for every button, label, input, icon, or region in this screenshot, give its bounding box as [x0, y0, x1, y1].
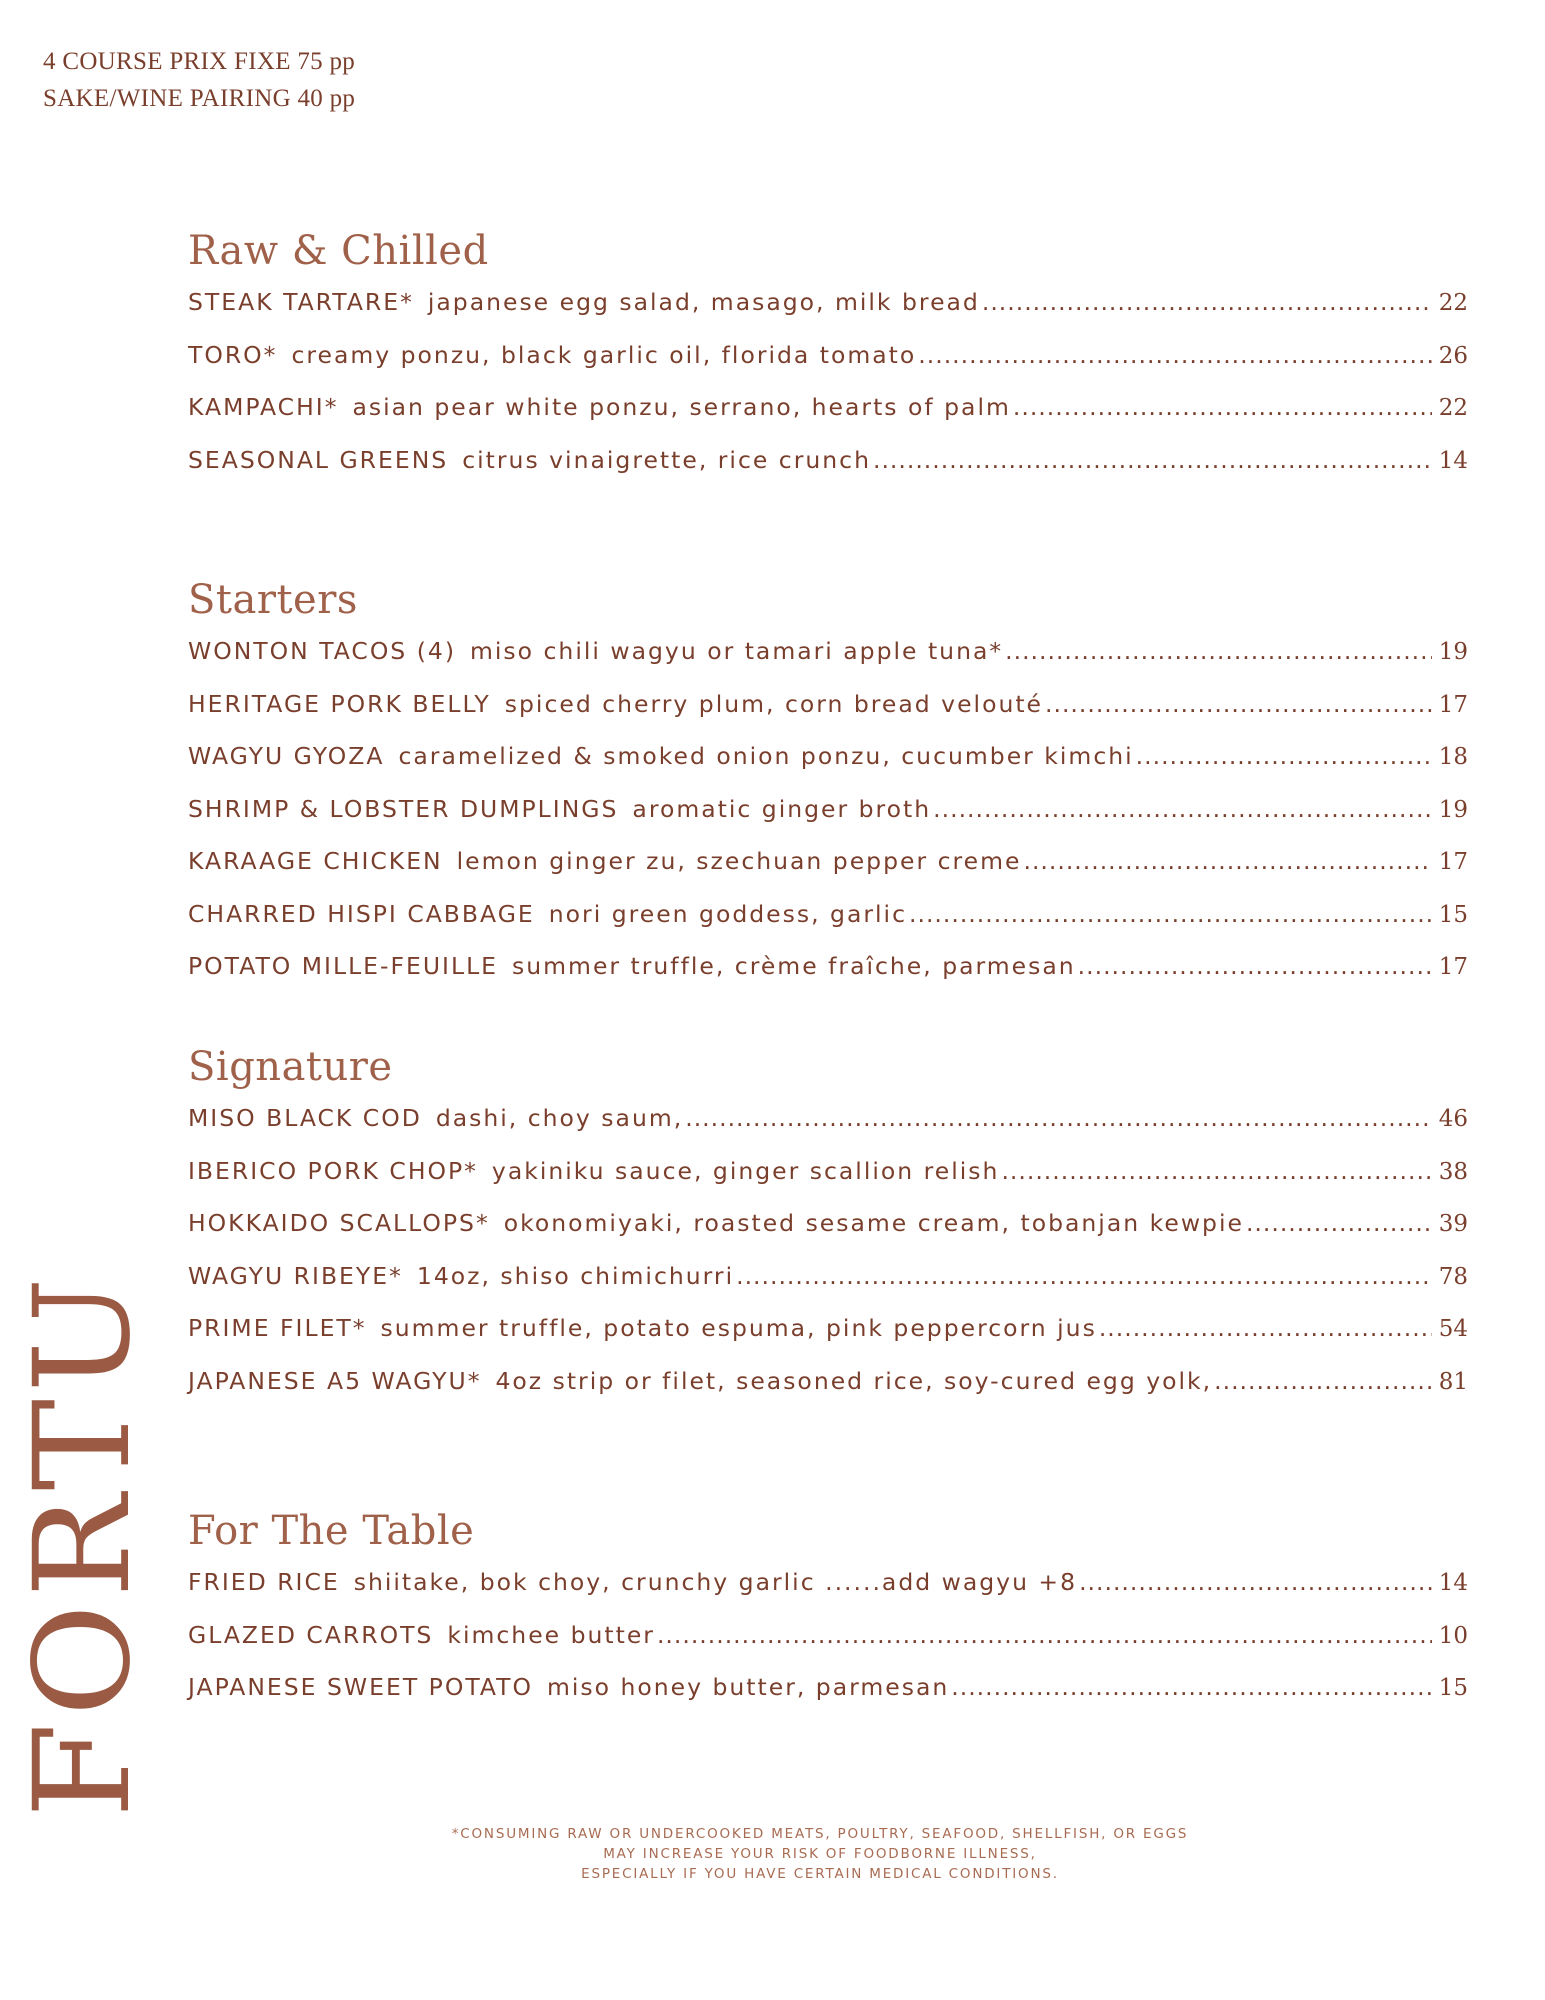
item-desc: japanese egg salad, masago, milk bread [427, 288, 980, 316]
dot-leader [873, 446, 1432, 474]
dot-leader [1001, 1157, 1432, 1185]
item-price: 54 [1438, 1316, 1468, 1342]
item-desc: shiitake, bok choy, crunchy garlic ......add wagyu +8 [353, 1568, 1078, 1596]
item-price: 78 [1438, 1263, 1468, 1290]
item-name: PRIME FILET* [188, 1314, 367, 1342]
menu-item [188, 1673, 1468, 1726]
item-desc: citrus vinaigrette, rice crunch [462, 445, 871, 474]
menu-item [188, 690, 1468, 743]
menu-item [188, 952, 1468, 1005]
item-name: CHARRED HISPI CABBAGE [188, 899, 535, 928]
dot-leader [685, 1104, 1432, 1132]
item-name: TORO* [188, 340, 278, 369]
disclaimer-line: ESPECIALLY IF YOU HAVE CERTAIN MEDICAL CONDITIONS. [581, 1866, 1059, 1882]
item-desc: okonomiyaki, roasted sesame cream, tobanjan kewpie [503, 1209, 1244, 1237]
item-name: GLAZED CARROTS [188, 1620, 434, 1649]
item-price: 19 [1438, 639, 1468, 665]
brand-logo: FORTU [6, 1270, 160, 1818]
item-name: JAPANESE A5 WAGYU* [188, 1366, 482, 1395]
allergen-disclaimer [380, 1824, 1260, 1884]
item-price: 15 [1438, 1675, 1468, 1701]
section-title: For The Table [188, 1508, 475, 1554]
dot-leader [1246, 1209, 1432, 1237]
item-desc: summer truffle, potato espuma, pink peppercorn jus [380, 1314, 1097, 1342]
item-name: WONTON TACOS (4) [188, 637, 456, 665]
dot-leader [1045, 690, 1432, 718]
menu-item [188, 1314, 1468, 1367]
item-price: 38 [1438, 1158, 1468, 1185]
item-price: 22 [1438, 290, 1468, 316]
item-name: STEAK TARTARE* [188, 288, 414, 316]
section-signature [188, 1042, 1468, 1419]
item-price: 17 [1438, 691, 1468, 718]
dot-leader [918, 341, 1432, 369]
item-price: 14 [1438, 1570, 1468, 1596]
menu-item [188, 847, 1468, 900]
prix-fixe-line: 4 COURSE PRIX FIXE 75 pp [43, 48, 356, 75]
section-for-the-table [188, 1506, 1468, 1726]
item-desc: dashi, choy saum, [435, 1104, 684, 1132]
dot-leader [1078, 952, 1432, 980]
item-desc: lemon ginger zu, szechuan pepper creme [456, 847, 1022, 875]
item-name: WAGYU RIBEYE* [188, 1261, 403, 1290]
pairing-line: SAKE/WINE PAIRING 40 pp [43, 85, 356, 112]
menu-item [188, 1621, 1468, 1674]
item-price: 17 [1438, 849, 1468, 875]
item-desc: 14oz, shiso chimichurri [416, 1261, 735, 1290]
item-name: JAPANESE SWEET POTATO [188, 1673, 533, 1701]
menu-item [188, 637, 1468, 690]
disclaimer-line: *CONSUMING RAW OR UNDERCOOKED MEATS, POULTRY, SEAFOOD, SHELLFISH, OR EGGS [451, 1826, 1189, 1842]
section-raw-chilled [188, 226, 1468, 498]
section-title: Starters [188, 577, 358, 623]
menu-item [188, 1104, 1468, 1157]
menu-item [188, 742, 1468, 795]
item-price: 18 [1438, 744, 1468, 770]
item-price: 46 [1438, 1106, 1468, 1132]
dot-leader [1013, 393, 1432, 421]
menu-item [188, 795, 1468, 848]
item-desc: nori green goddess, garlic [548, 899, 908, 928]
item-name: KAMPACHI* [188, 393, 339, 421]
item-desc: spiced cherry plum, corn bread velouté [504, 689, 1044, 718]
item-name: IBERICO PORK CHOP* [188, 1156, 478, 1185]
item-desc: caramelized & smoked onion ponzu, cucumber kimchi [398, 742, 1134, 770]
section-title: Signature [188, 1044, 393, 1090]
item-name: FRIED RICE [188, 1568, 340, 1596]
menu-item [188, 1367, 1468, 1420]
item-desc: yakiniku sauce, ginger scallion relish [491, 1156, 1000, 1185]
dot-leader [951, 1673, 1432, 1701]
item-price: 10 [1438, 1622, 1468, 1649]
section-starters [188, 575, 1468, 1005]
item-desc: kimchee butter [447, 1620, 655, 1649]
item-price: 26 [1438, 342, 1468, 369]
menu-item [188, 341, 1468, 394]
item-desc: miso chili wagyu or tamari apple tuna* [470, 637, 1004, 665]
item-desc: aromatic ginger broth [632, 794, 932, 823]
dot-leader [1079, 1568, 1432, 1596]
item-price: 22 [1438, 395, 1468, 421]
item-name: SEASONAL GREENS [188, 445, 449, 474]
item-name: SHRIMP & LOBSTER DUMPLINGS [188, 794, 619, 823]
menu-item [188, 288, 1468, 341]
menu-item [188, 1209, 1468, 1262]
dot-leader [1023, 847, 1432, 875]
menu-item [188, 446, 1468, 499]
item-desc: miso honey butter, parmesan [546, 1673, 950, 1701]
dot-leader [982, 288, 1432, 316]
item-desc: asian pear white ponzu, serrano, hearts of palm [352, 393, 1011, 421]
dot-leader [1099, 1314, 1432, 1342]
item-price: 17 [1438, 954, 1468, 980]
item-name: HERITAGE PORK BELLY [188, 689, 491, 718]
item-price: 39 [1438, 1211, 1468, 1237]
item-price: 81 [1438, 1368, 1468, 1395]
dot-leader [1214, 1367, 1432, 1395]
item-name: MISO BLACK COD [188, 1104, 422, 1132]
item-name: HOKKAIDO SCALLOPS* [188, 1209, 490, 1237]
dot-leader [1136, 742, 1432, 770]
menu-item [188, 1568, 1468, 1621]
item-name: WAGYU GYOZA [188, 742, 385, 770]
item-desc: 4oz strip or filet, seasoned rice, soy-cured egg yolk, [495, 1366, 1213, 1395]
section-title: Raw & Chilled [188, 228, 489, 274]
item-desc: creamy ponzu, black garlic oil, florida tomato [291, 340, 917, 369]
menu-item [188, 1262, 1468, 1315]
dot-leader [736, 1262, 1432, 1290]
menu-item [188, 1157, 1468, 1210]
dot-leader [1005, 637, 1432, 665]
item-price: 14 [1438, 447, 1468, 474]
item-name: POTATO MILLE-FEUILLE [188, 952, 499, 980]
item-desc: summer truffle, crème fraîche, parmesan [512, 952, 1076, 980]
menu-item [188, 900, 1468, 953]
prix-fixe-info [43, 43, 355, 117]
dot-leader [909, 900, 1432, 928]
menu-item [188, 393, 1468, 446]
dot-leader [933, 795, 1432, 823]
item-price: 19 [1438, 796, 1468, 823]
item-name: KARAAGE CHICKEN [188, 847, 443, 875]
item-price: 15 [1438, 901, 1468, 928]
dot-leader [657, 1621, 1432, 1649]
disclaimer-line: MAY INCREASE YOUR RISK OF FOODBORNE ILLNESS, [603, 1846, 1037, 1862]
